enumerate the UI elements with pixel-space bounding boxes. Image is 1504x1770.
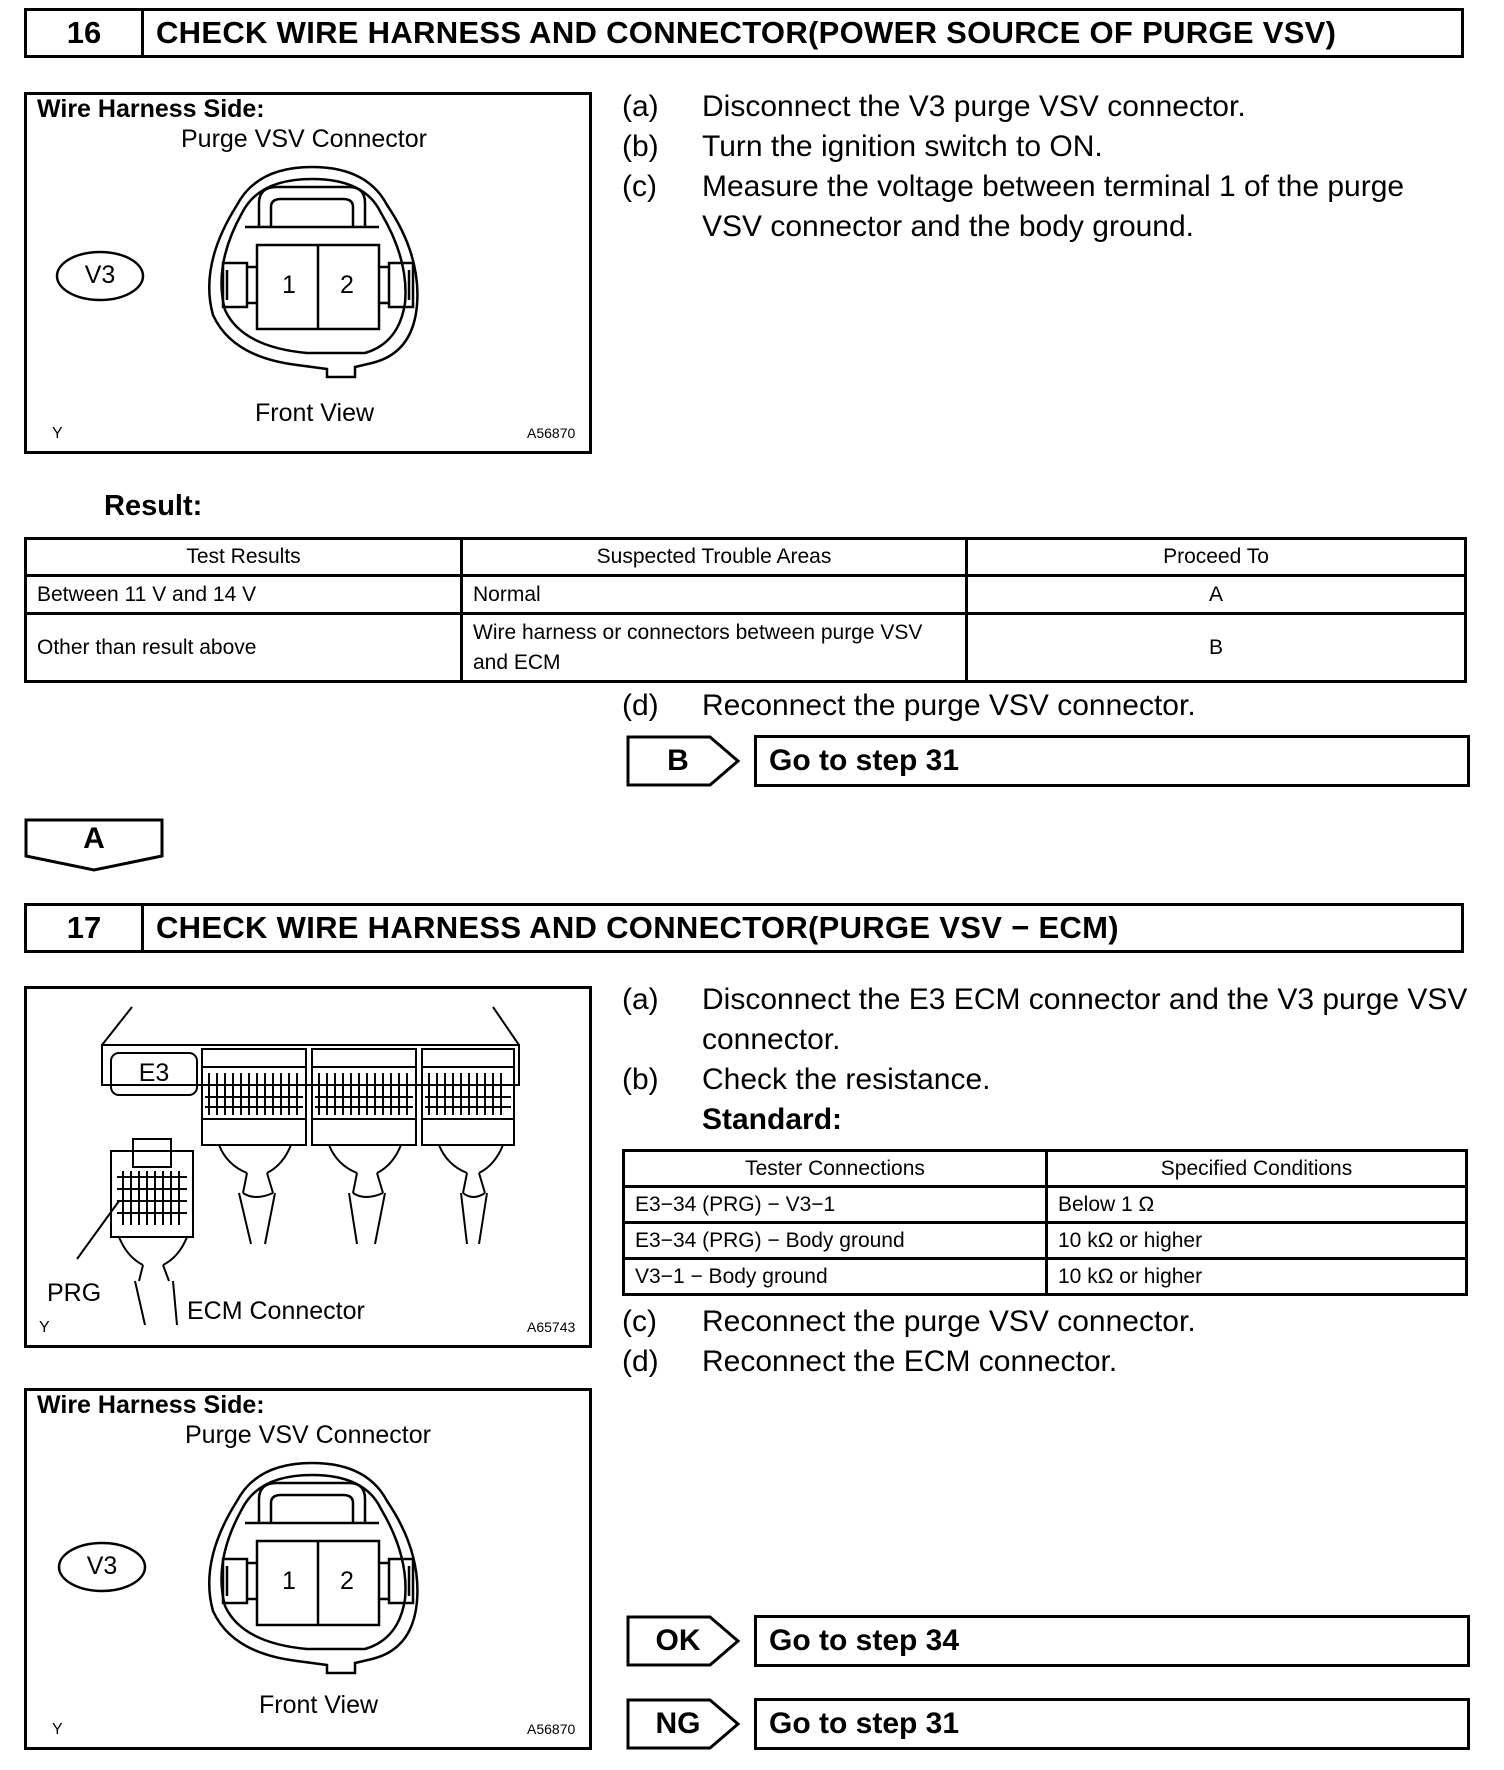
result-tag-label: OK [655, 1624, 701, 1657]
table-cell: Other than result above [26, 614, 462, 682]
e3-harness-connector [111, 1139, 193, 1325]
instruction-text: Reconnect the purge VSV connector. [702, 689, 1196, 722]
instruction-text: Disconnect the V3 purge VSV connector. [702, 90, 1246, 123]
table-row [26, 614, 1466, 682]
column-header: Test Results [26, 539, 462, 576]
go-to-destination: Go to step 34 [754, 1615, 1470, 1667]
step-16-header [24, 8, 1464, 58]
instruction-label: (a) [622, 90, 659, 123]
column-header: Suspected Trouble Areas [462, 539, 967, 576]
table-cell: 10 kΩ or higher [1047, 1259, 1467, 1295]
instruction [622, 1060, 1472, 1100]
table-row [624, 1187, 1467, 1223]
proceed-a-tab [24, 818, 164, 874]
figure-code: A56870 [527, 425, 576, 441]
go-to-destination: Go to step 31 [754, 735, 1470, 787]
wire-harness-side-heading: Wire Harness Side: [37, 95, 265, 123]
table-cell: B [967, 614, 1466, 682]
table-row [624, 1223, 1467, 1259]
instruction-label: (c) [622, 1305, 657, 1338]
pin-2: 2 [340, 271, 354, 299]
result-table [24, 537, 1467, 683]
standard-label: Standard: [702, 1103, 843, 1136]
step-title: CHECK WIRE HARNESS AND CONNECTOR(PURGE VSV − ECM) [156, 910, 1119, 945]
table-cell: Normal [462, 576, 967, 614]
ecm-connector-block [202, 1049, 306, 1244]
result-tag [626, 735, 746, 787]
step-17-instructions-bottom [622, 1302, 1472, 1382]
instruction-text: Turn the ignition switch to ON. [702, 130, 1103, 163]
instruction-text: Reconnect the ECM connector. [702, 1345, 1118, 1378]
step-17-instructions [622, 980, 1472, 1140]
standard-table [622, 1149, 1468, 1296]
table-row [624, 1259, 1467, 1295]
proceed-a-label: A [83, 822, 105, 855]
table-header-row [624, 1151, 1467, 1187]
instruction-label: (a) [622, 983, 659, 1016]
ecm-drawing [27, 989, 589, 1345]
figure-corner-mark: Y [39, 1319, 50, 1336]
result-tag [626, 1698, 746, 1750]
purge-vsv-connector-figure [24, 92, 592, 454]
table-header-row [26, 539, 1466, 576]
step-16-instruction-d [622, 686, 1472, 726]
figure-code: A65743 [527, 1319, 576, 1335]
column-header: Proceed To [967, 539, 1466, 576]
go-to-destination: Go to step 31 [754, 1698, 1470, 1750]
result-tag-label: NG [655, 1707, 701, 1740]
table-cell: 10 kΩ or higher [1047, 1223, 1467, 1259]
table-row [26, 576, 1466, 614]
instruction-text: Disconnect the E3 ECM connector and the V3 purge VSV connector. [702, 983, 1468, 1056]
instruction-text: Measure the voltage between terminal 1 of the purge VSV connector and the body ground. [702, 170, 1405, 243]
connector-name: Purge VSV Connector [185, 1421, 431, 1449]
standard-row [622, 1100, 1472, 1140]
result-tag [626, 1615, 746, 1667]
table-cell: E3−34 (PRG) − Body ground [624, 1223, 1047, 1259]
pin-2: 2 [340, 1567, 354, 1595]
instruction [622, 686, 1472, 726]
instruction-label: (b) [622, 1063, 659, 1096]
connector-name: Purge VSV Connector [181, 125, 427, 153]
instruction-label: (d) [622, 1345, 659, 1378]
instruction [622, 1302, 1472, 1342]
instruction [622, 87, 1472, 127]
connector-id: V3 [86, 1552, 118, 1580]
wire-harness-side-heading: Wire Harness Side: [37, 1391, 265, 1419]
result-label: Result: [104, 490, 203, 522]
instruction [622, 980, 1472, 1060]
table-cell: Below 1 Ω [1047, 1187, 1467, 1223]
instruction [622, 127, 1472, 167]
table-cell: A [967, 576, 1466, 614]
connector-id: V3 [84, 261, 116, 289]
ecm-connector-caption: ECM Connector [187, 1297, 365, 1325]
table-cell: Between 11 V and 14 V [26, 576, 462, 614]
instruction [622, 1342, 1472, 1382]
table-cell: Wire harness or connectors between purge VSV and ECM [462, 614, 967, 682]
ecm-connector-id: E3 [138, 1059, 170, 1087]
step-17-header [24, 903, 1464, 953]
instruction-label: (c) [622, 170, 657, 203]
step-16-instructions [622, 87, 1472, 247]
instruction-label: (d) [622, 689, 659, 722]
table-cell: E3−34 (PRG) − V3−1 [624, 1187, 1047, 1223]
pin-1: 1 [282, 1567, 296, 1595]
front-view-label: Front View [255, 399, 375, 427]
instruction-text: Reconnect the purge VSV connector. [702, 1305, 1196, 1338]
front-view-label: Front View [259, 1691, 379, 1719]
pin-1: 1 [282, 271, 296, 299]
step-number: 17 [27, 906, 144, 950]
step-title: CHECK WIRE HARNESS AND CONNECTOR(POWER SOURCE OF PURGE VSV) [156, 15, 1337, 50]
result-tag-label: B [667, 744, 689, 777]
instruction-label: (b) [622, 130, 659, 163]
instruction-text: Check the resistance. [702, 1063, 991, 1096]
instruction [622, 167, 1472, 247]
column-header: Specified Conditions [1047, 1151, 1467, 1187]
ecm-connector-figure [24, 986, 592, 1348]
figure-corner-mark: Y [52, 1721, 63, 1738]
step-number: 16 [27, 11, 144, 55]
purge-vsv-connector-figure-2 [24, 1388, 592, 1750]
figure-corner-mark: Y [52, 425, 63, 442]
figure-code: A56870 [527, 1721, 576, 1737]
prg-terminal-label: PRG [47, 1279, 102, 1307]
table-cell: V3−1 − Body ground [624, 1259, 1047, 1295]
column-header: Tester Connections [624, 1151, 1047, 1187]
